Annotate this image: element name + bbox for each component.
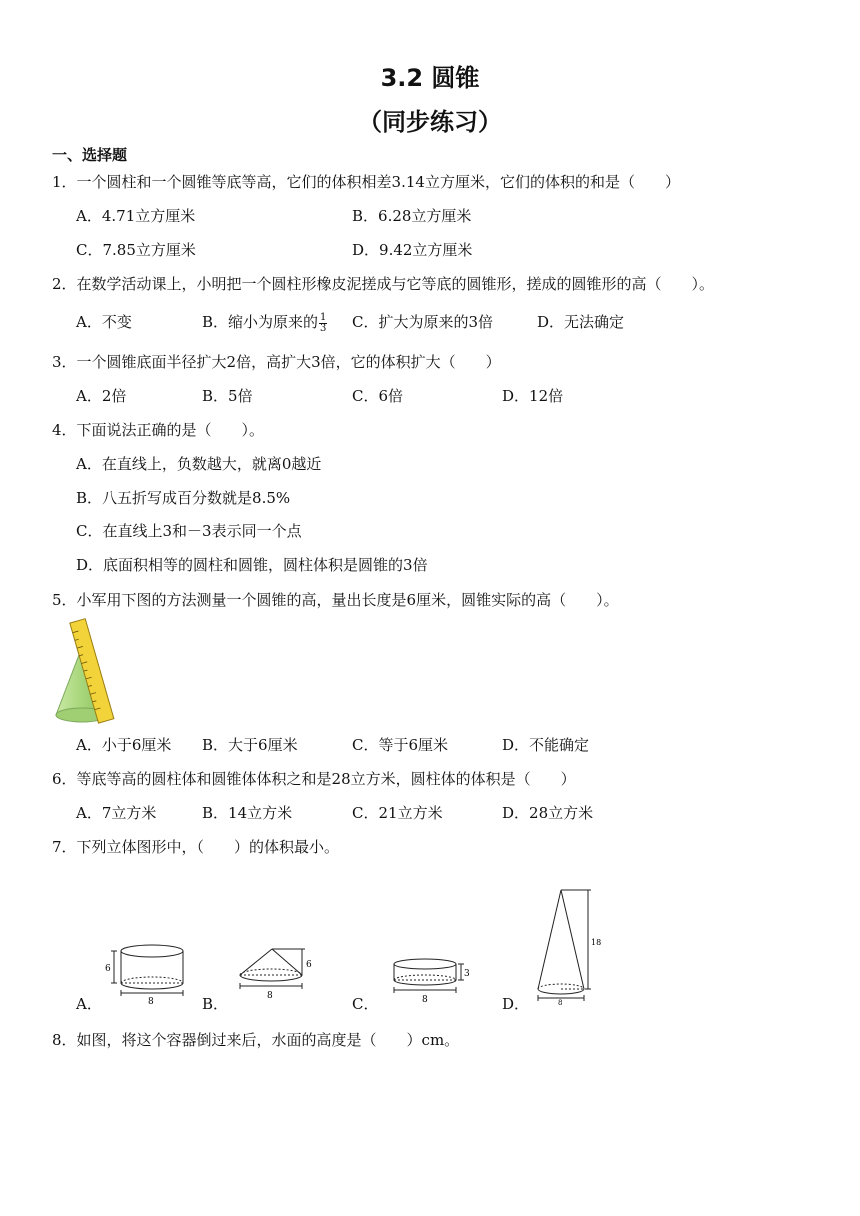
section-heading: 一、选择题 [52, 146, 128, 164]
question-1-option-c: C．7.85立方厘米 [76, 241, 196, 259]
question-5-option-a: A．小于6厘米 [76, 736, 172, 754]
question-6-option-a: A．7立方米 [76, 804, 157, 822]
figure-b-width-label: 8 [267, 991, 273, 1001]
cone-ruler-figure [52, 615, 122, 727]
question-7-option-a: A． [76, 995, 102, 1013]
figure-c-height-label: 3 [464, 969, 470, 979]
figure-d-cone [528, 883, 608, 1008]
question-1-option-d: D．9.42立方厘米 [352, 241, 473, 259]
figure-d-width-label: 8 [558, 999, 563, 1007]
question-3-option-c: C．6倍 [352, 387, 404, 405]
question-1-option-a: A．4.71立方厘米 [76, 207, 196, 225]
question-7-stem: 7．下列立体图形中，（ ）的体积最小。 [52, 838, 340, 856]
page-title: 3.2 圆锥 [380, 64, 480, 92]
question-7-option-c: C． [352, 995, 379, 1013]
question-4-option-b: B．八五折写成百分数就是8.5% [76, 489, 291, 507]
fraction-numerator: 1 [320, 311, 327, 323]
figure-a-cylinder [100, 935, 195, 1010]
figure-b-height-label: 6 [306, 960, 312, 970]
question-6-option-b: B．14立方米 [202, 804, 293, 822]
question-5-option-c: C．等于6厘米 [352, 736, 449, 754]
question-3-option-a: A．2倍 [76, 387, 127, 405]
question-3-option-b: B．5倍 [202, 387, 253, 405]
question-6-stem: 6．等底等高的圆柱体和圆锥体体积之和是28立方米，圆柱体的体积是（ ） [52, 770, 576, 788]
figure-c-width-label: 8 [422, 995, 428, 1005]
fraction-one-third [319, 313, 327, 334]
question-4-option-c: C．在直线上3和－3表示同一个点 [76, 522, 302, 540]
question-1-stem: 1．一个圆柱和一个圆锥等底等高，它们的体积相差3.14立方厘米，它们的体积的和是（ ） [52, 173, 680, 191]
question-4-option-d: D．底面积相等的圆柱和圆锥，圆柱体积是圆锥的3倍 [76, 556, 428, 574]
question-2-option-b-text: B．缩小为原来的 [202, 313, 319, 331]
question-2-stem: 2．在数学活动课上，小明把一个圆柱形橡皮泥搓成与它等底的圆锥形，搓成的圆锥形的高（ ）。 [52, 275, 715, 293]
question-5-option-b: B．大于6厘米 [202, 736, 298, 754]
question-2-option-a: A．不变 [76, 313, 132, 331]
question-5-stem: 5．小军用下图的方法测量一个圆锥的高，量出长度是6厘米，圆锥实际的高（ ）。 [52, 591, 619, 609]
question-1-option-b: B．6.28立方厘米 [352, 207, 472, 225]
question-4-option-a: A．在直线上，负数越大，就离0越近 [76, 455, 322, 473]
question-7-option-d: D． [502, 995, 530, 1013]
fraction-denominator: 3 [320, 322, 327, 334]
question-3-stem: 3．一个圆锥底面半径扩大2倍，高扩大3倍，它的体积扩大（ ） [52, 353, 501, 371]
question-4-stem: 4．下面说法正确的是（ ）。 [52, 421, 265, 439]
question-5-option-d: D．不能确定 [502, 736, 590, 754]
question-8-stem: 8．如图，将这个容器倒过来后，水面的高度是（ ）cm。 [52, 1031, 460, 1049]
figure-a-height-label: 6 [105, 964, 111, 974]
figure-d-height-label: 18 [591, 938, 602, 947]
question-2-option-d: D．无法确定 [537, 313, 625, 331]
question-6-option-d: D．28立方米 [502, 804, 594, 822]
figure-b-cone [230, 935, 320, 1010]
question-2-option-b [202, 312, 328, 334]
figure-c-cylinder [385, 950, 475, 1010]
question-3-option-d: D．12倍 [502, 387, 564, 405]
question-7-option-b: B． [202, 995, 229, 1013]
question-2-option-c: C．扩大为原来的3倍 [352, 313, 494, 331]
question-6-option-c: C．21立方米 [352, 804, 443, 822]
figure-a-width-label: 8 [148, 997, 154, 1007]
page-subtitle: （同步练习） [358, 108, 502, 136]
